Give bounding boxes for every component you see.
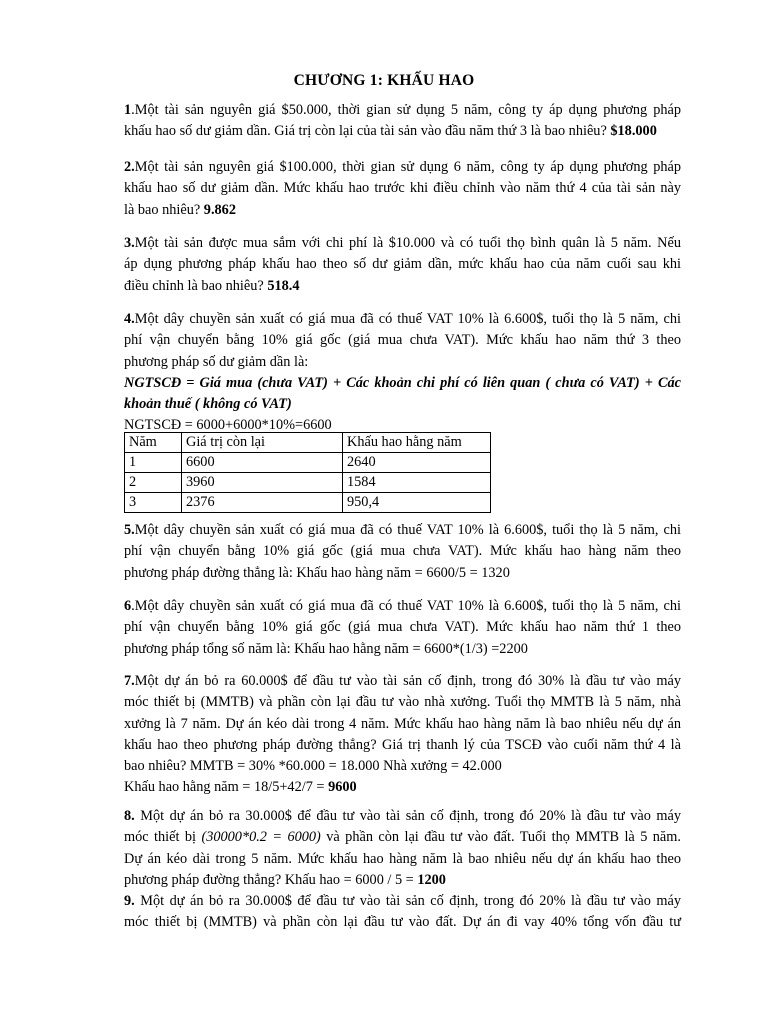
question-9 bbox=[124, 891, 681, 934]
question-text: Một dây chuyền sản xuất có giá mua đã có thuế VAT 10% là 6.600$, tuổi thọ là 5 năm, chi bbox=[134, 522, 681, 538]
question-text: bao nhiêu? MMTB = 30% *60.000 = 18.000 Nhà xưởng = 42.000 bbox=[124, 758, 502, 775]
question-number: 2. bbox=[124, 159, 135, 175]
table-cell: 2 bbox=[125, 473, 182, 493]
answer: 1200 bbox=[417, 871, 446, 888]
question-text: phương pháp số dư giảm dần là: bbox=[124, 353, 309, 370]
table-row bbox=[125, 453, 491, 473]
table-header-row bbox=[125, 433, 491, 453]
depreciation-table bbox=[124, 432, 491, 513]
question-text: là bao nhiêu? bbox=[124, 201, 201, 218]
table-cell: 2640 bbox=[343, 453, 491, 473]
question-number: 3. bbox=[124, 235, 135, 251]
question-number: 5. bbox=[124, 522, 135, 538]
answer: 9600 bbox=[328, 779, 357, 796]
table-row bbox=[125, 493, 491, 513]
question-text: Một dây chuyền sản xuất có giá mua đã có thuế VAT 10% là 6.600$, tuổi thọ là 5 năm, chi bbox=[134, 311, 681, 327]
question-text: khấu hao số dư giảm dần. Mức khấu hao trước khi điều chỉnh vào năm thứ 4 của tài sản này bbox=[124, 180, 681, 197]
question-text: và phần còn lại đầu tư vào đất. Tuổi thọ MMTB là 5 năm. bbox=[320, 829, 681, 846]
question-text: phí vận chuyển bằng 10% giá gốc (giá mua chưa VAT). Mức khấu hao năm thứ 1 theo bbox=[124, 619, 681, 636]
question-8 bbox=[124, 806, 681, 891]
question-text: Một dự án bỏ ra 60.000$ để đầu tư vào tài sản cố định, trong đó 30% là đầu tư vào máy bbox=[134, 673, 681, 689]
question-text: áp dụng phương pháp khấu hao theo số dư giảm dần, mức khấu hao của năm cuối sau khi bbox=[124, 256, 681, 273]
table-cell: 2376 bbox=[182, 493, 343, 513]
question-number: 6 bbox=[124, 598, 132, 614]
question-text: phương pháp đường thẳng? Khấu hao = 6000 / 5 = bbox=[124, 871, 418, 888]
question-text: khấu hao theo phương pháp đường thẳng? Giá trị thanh lý của TSCĐ vào cuối năm thứ 4 là bbox=[124, 736, 681, 753]
answer: 9.862 bbox=[203, 201, 236, 218]
question-text: móc thiết bị (MMTB) và phần còn lại đầu tư vào đất. Dự án đi vay 40% tổng vốn đầu tư bbox=[124, 914, 681, 931]
table-header-cell: Giá trị còn lại bbox=[182, 433, 343, 453]
question-number: 9. bbox=[124, 893, 135, 909]
question-text: Dự án kéo dài trong 5 năm. Mức khấu hao hàng năm là bao nhiêu nếu dự án khấu hao theo bbox=[124, 850, 681, 867]
question-number: 4. bbox=[124, 311, 135, 327]
table-cell: 6600 bbox=[182, 453, 343, 473]
page-title: CHƯƠNG 1: KHẤU HAO bbox=[293, 72, 475, 89]
question-1 bbox=[124, 100, 681, 143]
question-text: điều chỉnh là bao nhiêu? bbox=[124, 277, 264, 294]
answer: 518.4 bbox=[267, 277, 300, 294]
question-text: móc thiết bị bbox=[124, 829, 202, 846]
question-text: Một tài sản được mua sắm với chi phí là $10.000 và có tuổi thọ bình quân là 5 năm. Nếu bbox=[134, 235, 681, 251]
question-text: khấu hao số dư giảm dần. Giá trị còn lại của tài sản vào đầu năm thứ 3 là bao nhiêu? bbox=[124, 123, 607, 140]
formula: NGTSCĐ = Giá mua (chưa VAT) + Các khoản chi phí có liên quan ( chưa có VAT) + Các bbox=[124, 374, 681, 391]
question-6 bbox=[124, 596, 681, 660]
formula: khoản thuế ( không có VAT) bbox=[124, 396, 292, 413]
question-text: phương pháp tổng số năm là: Khấu hao hằng năm = 6600*(1/3) =2200 bbox=[124, 640, 528, 657]
question-number: 7. bbox=[124, 673, 135, 689]
question-number: 8. bbox=[124, 808, 135, 824]
question-text: .Một dây chuyền sản xuất có giá mua đã có thuế VAT 10% là 6.600$, tuổi thọ là 5 năm, chi bbox=[131, 598, 681, 614]
question-text: móc thiết bị (MMTB) và phần còn lại đầu tư vào nhà xưởng. Tuổi thọ MMTB là 5 năm, nhà bbox=[124, 694, 681, 711]
table-cell: 1 bbox=[125, 453, 182, 473]
question-text: Một tài sản nguyên giá $100.000, thời gian sử dụng 6 năm, công ty áp dụng phương pháp bbox=[134, 159, 681, 175]
question-text: Một dự án bỏ ra 30.000$ để đầu tư vào tài sản cố định, trong đó 20% là đầu tư vào máy bbox=[134, 893, 681, 909]
question-text: .Một tài sản nguyên giá $50.000, thời gian sử dụng 5 năm, công ty áp dụng phương pháp bbox=[131, 102, 681, 118]
question-5 bbox=[124, 520, 681, 584]
question-7 bbox=[124, 671, 681, 799]
question-2 bbox=[124, 157, 681, 221]
table-header-cell: Khấu hao hằng năm bbox=[343, 433, 491, 453]
question-text: phí vận chuyển bằng 10% giá gốc (giá mua chưa VAT). Mức khấu hao hàng năm theo bbox=[124, 543, 681, 560]
table-cell: 3960 bbox=[182, 473, 343, 493]
question-text: xưởng là 7 năm. Dự án kéo dài trong 4 năm. Mức khấu hao hàng năm là bao nhiêu nếu dự án bbox=[124, 715, 681, 732]
question-4 bbox=[124, 309, 681, 437]
question-3 bbox=[124, 233, 681, 297]
table-row bbox=[125, 473, 491, 493]
question-text: phí vận chuyển bằng 10% giá gốc (giá mua chưa VAT). Mức khấu hao năm thứ 3 theo bbox=[124, 332, 681, 349]
calculation: NGTSCĐ = 6000+6000*10%=6600 bbox=[124, 417, 332, 434]
question-text: phương pháp đường thẳng là: Khấu hao hàng năm = 6600/5 = 1320 bbox=[124, 564, 510, 581]
calculation: Khấu hao hằng năm = 18/5+42/7 = bbox=[124, 779, 329, 796]
table-cell: 3 bbox=[125, 493, 182, 513]
answer: $18.000 bbox=[610, 123, 657, 140]
question-number: 1 bbox=[124, 102, 132, 118]
question-text: Một dự án bỏ ra 30.000$ để đầu tư vào tài sản cố định, trong đó 20% là đầu tư vào máy bbox=[134, 808, 681, 824]
table-cell: 1584 bbox=[343, 473, 491, 493]
table-cell: 950,4 bbox=[343, 493, 491, 513]
table-header-cell: Năm bbox=[125, 433, 182, 453]
inline-calculation: (30000*0.2 = 6000) bbox=[201, 829, 321, 846]
